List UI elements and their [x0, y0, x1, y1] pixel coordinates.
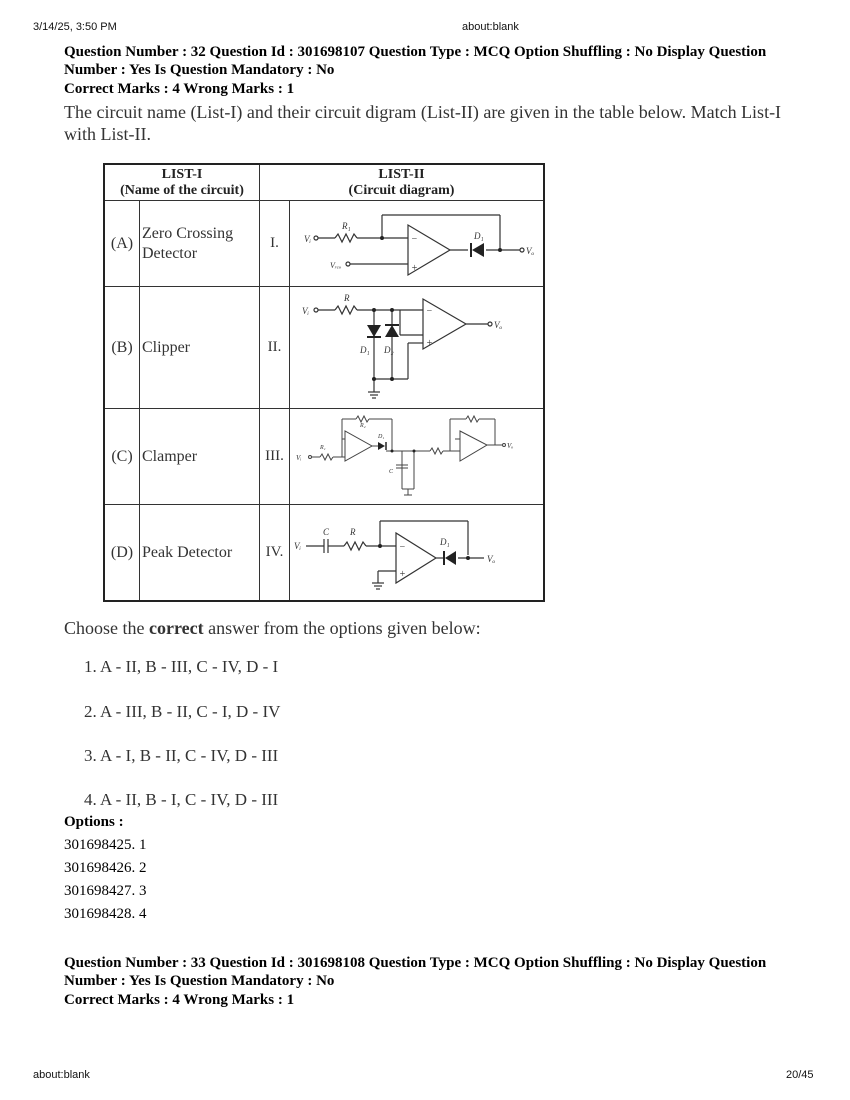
- vref-label: Vᵣₑₒ: [330, 261, 342, 270]
- d2-label: D₂: [384, 345, 394, 355]
- opamp-diode-circuit-diagram: [290, 201, 543, 286]
- answer-option-2: 2. A - III, B - II, C - I, D - IV: [84, 702, 281, 721]
- list-1-header: LIST-I (Name of the circuit): [104, 164, 260, 201]
- question-33-meta-line2: Number : Yes Is Question Mandatory : No: [64, 973, 335, 989]
- diagram-number: II.: [260, 287, 290, 409]
- question-32-meta-line1: Question Number : 32 Question Id : 301698107 Question Type : MCQ Option Shuffling : No Display Question: [64, 44, 767, 60]
- plus-label: +: [411, 263, 418, 274]
- r-label: R: [344, 293, 350, 303]
- option-id-4: 301698428. 4: [64, 906, 147, 922]
- vo-label: Vₒ: [526, 246, 535, 256]
- row-label: (A): [104, 201, 140, 287]
- vi-label: Vᵢ: [302, 306, 309, 316]
- answer-option-1: 1. A - II, B - III, C - IV, D - I: [84, 657, 279, 676]
- answer-option-3: 3. A - I, B - II, C - IV, D - III: [84, 746, 279, 765]
- list-2-header: LIST-II (Circuit diagram): [260, 164, 545, 201]
- d1-label: D₁: [474, 231, 484, 241]
- r1-label: R₁: [320, 445, 326, 451]
- answer-option-4: 4. A - II, B - I, C - IV, D - III: [84, 790, 279, 809]
- r-label: R: [350, 527, 356, 537]
- option-id-2: 301698426. 2: [64, 860, 147, 876]
- c-label: C: [323, 527, 330, 537]
- print-datetime: 3/14/25, 3:50 PM: [33, 21, 117, 33]
- minus-label: −: [411, 234, 418, 245]
- circuit-diagram-4: [290, 505, 545, 602]
- diagram-number: I.: [260, 201, 290, 287]
- table-row: [104, 287, 544, 409]
- vi-label: Vᵢ: [294, 541, 301, 551]
- circuit-name: Clamper: [140, 409, 260, 505]
- page-number: 20/45: [786, 1069, 814, 1081]
- question-33-meta: [64, 954, 804, 990]
- question-32-text: The circuit name (List-I) and their circuit digram (List-II) are given in the table below. Match List-I with List-II.: [64, 102, 782, 144]
- minus-label: −: [426, 306, 433, 317]
- circuit-diagram-2: [290, 287, 545, 409]
- option-id-3: 301698427. 3: [64, 883, 147, 899]
- capacitor-opamp-circuit-diagram: [290, 505, 543, 600]
- plus-label: +: [399, 569, 406, 580]
- d1-label: D₁: [360, 345, 370, 355]
- table-row: [104, 201, 544, 287]
- circuit-name: Zero Crossing Detector: [140, 201, 260, 287]
- r2-label: R₂: [360, 423, 366, 429]
- question-32-meta-line2: Number : Yes Is Question Mandatory : No: [64, 62, 335, 78]
- table-row: [104, 409, 544, 505]
- minus-label: −: [399, 542, 406, 553]
- vo-label: Vₒ: [494, 320, 503, 330]
- circuit-name: Clipper: [140, 287, 260, 409]
- circuit-diagram-3: [290, 409, 545, 505]
- d1-label: D₁: [378, 434, 385, 440]
- choose-instruction: Choose the correct answer from the options given below:: [64, 618, 481, 638]
- options-label: Options :: [64, 814, 124, 830]
- question-32-marks: Correct Marks : 4 Wrong Marks : 1: [64, 81, 295, 97]
- vi-label: Vᵢ: [296, 454, 302, 462]
- circuit-name: Peak Detector: [140, 505, 260, 602]
- footer-url: about:blank: [33, 1069, 90, 1081]
- diagram-number: IV.: [260, 505, 290, 602]
- row-label: (C): [104, 409, 140, 505]
- vo-label: Vₒ: [507, 442, 514, 450]
- c-label: C: [389, 469, 394, 475]
- row-label: (B): [104, 287, 140, 409]
- plus-label: +: [426, 338, 433, 349]
- clipper-circuit-diagram: [290, 287, 543, 408]
- question-32-meta: [64, 43, 804, 79]
- print-title: about:blank: [462, 21, 519, 33]
- table-row: [104, 505, 544, 602]
- d1-label: D₁: [440, 537, 450, 547]
- question-33-marks: Correct Marks : 4 Wrong Marks : 1: [64, 992, 295, 1008]
- two-stage-opamp-circuit-diagram: [290, 409, 543, 504]
- option-id-1: 301698425. 1: [64, 837, 147, 853]
- table-header-row: [104, 164, 544, 201]
- row-label: (D): [104, 505, 140, 602]
- vi-label: Vᵢ: [304, 234, 311, 244]
- match-table: [103, 163, 545, 602]
- vo-label: Vₒ: [487, 554, 496, 564]
- circuit-diagram-1: [290, 201, 545, 287]
- r1-label: R₁: [342, 221, 351, 231]
- question-33-meta-line1: Question Number : 33 Question Id : 301698108 Question Type : MCQ Option Shuffling : No Display Question: [64, 955, 767, 971]
- diagram-number: III.: [260, 409, 290, 505]
